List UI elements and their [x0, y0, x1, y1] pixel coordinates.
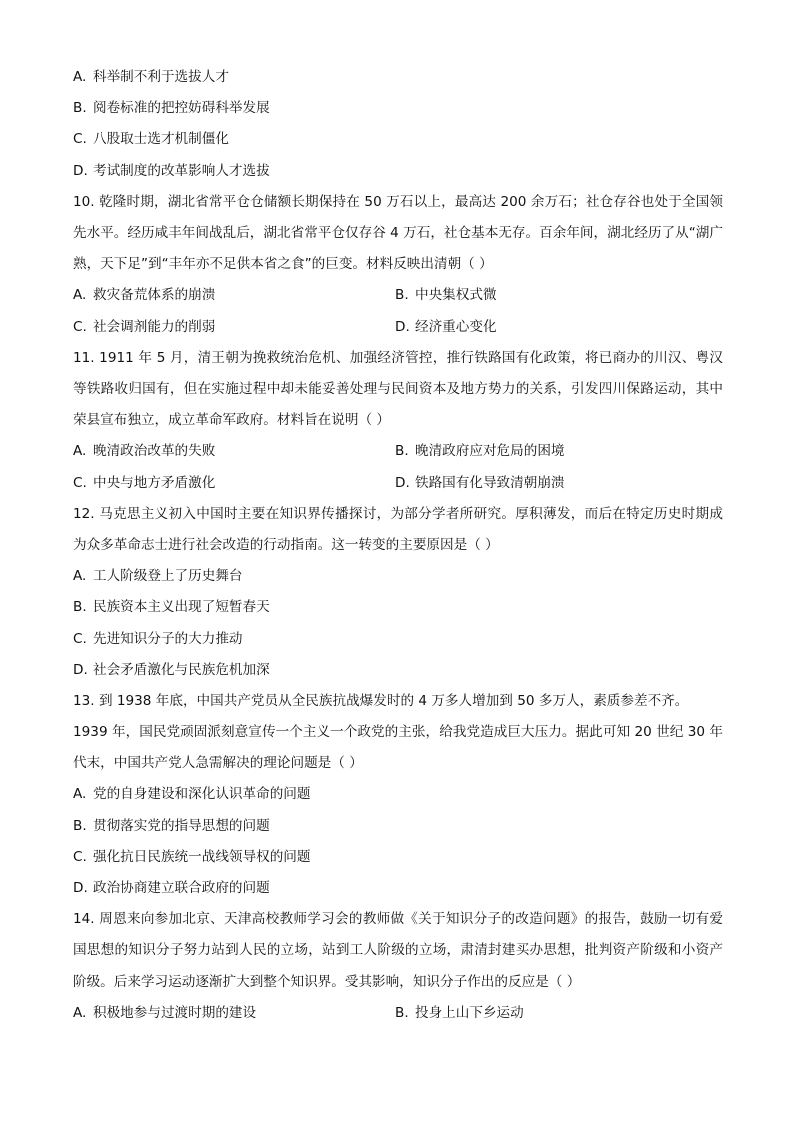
- option-c[interactable]: [73, 624, 723, 655]
- option-text: 贯彻落实党的指导思想的问题: [93, 817, 270, 834]
- option-letter: D.: [395, 474, 410, 491]
- option-text: 中央与地方矛盾激化: [93, 474, 216, 491]
- question-9-options: [73, 62, 723, 187]
- option-text: 先进知识分子的大力推动: [93, 630, 243, 647]
- option-b[interactable]: [395, 436, 717, 467]
- option-letter: B.: [73, 599, 87, 616]
- option-letter: D.: [73, 880, 88, 897]
- option-text: 科举制不利于选拔人才: [93, 69, 229, 85]
- question-stem: 14. 周恩来向参加北京、天津高校教师学习会的教师做《关于知识分子的改造问题》的报告，鼓励一切有爱国思想的知识分子努力站到人民的立场，站到工人阶级的立场，肃清封建买办思想，批判资产阶级和小资产阶级。后来学习运动逐渐扩大到整个知识界。受其影响，知识分子作出的反应是（ ）: [73, 911, 723, 990]
- question-stem-line-1: 13. 到 1938 年底，中国共产党员从全民族抗战爆发时的 4 万多人增加到 50 多万人，素质参差不齐。: [73, 692, 689, 709]
- option-d[interactable]: [73, 156, 723, 187]
- question-13: [73, 686, 723, 904]
- option-text: 民族资本主义出现了短暂春天: [93, 599, 270, 616]
- option-b[interactable]: [73, 93, 723, 124]
- option-text: 晚清政府应对危局的困境: [415, 443, 565, 460]
- option-letter: D.: [73, 661, 88, 678]
- option-text: 阅卷标准的把控妨碍科举发展: [93, 100, 270, 117]
- option-text: 强化抗日民族统一战线领导权的问题: [93, 848, 311, 865]
- option-a[interactable]: [73, 62, 723, 93]
- option-b[interactable]: [73, 811, 723, 842]
- option-d[interactable]: [395, 312, 717, 343]
- option-letter: D.: [395, 318, 410, 335]
- option-letter: C.: [73, 474, 87, 491]
- option-text: 工人阶级登上了历史舞台: [93, 568, 243, 585]
- option-b[interactable]: [395, 998, 717, 1029]
- question-10: [73, 187, 723, 343]
- option-d[interactable]: [395, 468, 717, 499]
- option-letter: C.: [73, 318, 87, 335]
- option-letter: A.: [73, 69, 87, 85]
- option-text: 社会矛盾激化与民族危机加深: [93, 661, 270, 678]
- question-11: [73, 343, 723, 499]
- option-c[interactable]: [73, 312, 395, 343]
- option-text: 八股取士选才机制僵化: [93, 131, 229, 148]
- option-letter: B.: [395, 287, 409, 304]
- option-letter: C.: [73, 848, 87, 865]
- option-letter: A.: [73, 568, 87, 585]
- option-letter: B.: [73, 100, 87, 117]
- question-stem: 11. 1911 年 5 月，清王朝为挽救统治危机、加强经济管控，推行铁路国有化政策，将已商办的川汉、粤汉等铁路收归国有，但在实施过程中却未能妥善处理与民间资本及地方势力的关系，引发四川保路运动，其中荣县宣布独立，成立革命军政府。材料旨在说明（ ）: [73, 349, 723, 429]
- option-a[interactable]: [73, 779, 723, 810]
- option-text: 政治协商建立联合政府的问题: [93, 880, 270, 897]
- option-letter: A.: [73, 786, 87, 803]
- option-text: 中央集权式微: [415, 287, 497, 304]
- option-text: 铁路国有化导致清朝崩溃: [415, 474, 565, 491]
- option-c[interactable]: [73, 468, 395, 499]
- exam-page: [73, 62, 723, 1029]
- option-text: 党的自身建设和深化认识革命的问题: [93, 786, 311, 803]
- option-text: 投身上山下乡运动: [415, 1004, 524, 1021]
- option-text: 社会调剂能力的削弱: [93, 318, 216, 335]
- option-text: 救灾备荒体系的崩溃: [93, 287, 216, 304]
- option-a[interactable]: [73, 436, 395, 467]
- question-14: [73, 904, 723, 1029]
- question-stem-rest: 1939 年，国民党顽固派刻意宣传一个主义一个政党的主张，给我党造成巨大压力。据此可知 20 世纪 30 年代末，中国共产党人急需解决的理论问题是（ ）: [73, 724, 723, 772]
- option-text: 考试制度的改革影响人才选拔: [93, 162, 270, 179]
- option-letter: A.: [73, 1004, 87, 1021]
- option-text: 晚清政治改革的失败: [93, 443, 216, 460]
- option-letter: A.: [73, 287, 87, 304]
- option-letter: B.: [73, 817, 87, 834]
- question-stem: 10. 乾隆时期，湖北省常平仓仓储额长期保持在 50 万石以上，最高达 200 余万石；社仓存谷也处于全国领先水平。经历咸丰年间战乱后，湖北省常平仓仅存谷 4 万石，社仓基本无存。百余年间，湖北经历了从“湖广熟，天下足”到“丰年亦不足供本省之食”的巨变。材料反映出清朝（ ）: [73, 193, 723, 273]
- option-a[interactable]: [73, 561, 723, 592]
- option-letter: B.: [395, 1004, 409, 1021]
- option-a[interactable]: [73, 998, 395, 1029]
- option-d[interactable]: [73, 655, 723, 686]
- option-letter: A.: [73, 443, 87, 460]
- option-c[interactable]: [73, 124, 723, 155]
- option-b[interactable]: [395, 280, 717, 311]
- option-letter: B.: [395, 443, 409, 460]
- option-text: 经济重心变化: [415, 318, 497, 335]
- option-d[interactable]: [73, 873, 723, 904]
- option-a[interactable]: [73, 280, 395, 311]
- option-c[interactable]: [73, 842, 723, 873]
- option-text: 积极地参与过渡时期的建设: [93, 1004, 257, 1021]
- question-12: [73, 499, 723, 686]
- question-stem: 12. 马克思主义初入中国时主要在知识界传播探讨，为部分学者所研究。厚积薄发，而后在特定历史时期成为众多革命志士进行社会改造的行动指南。这一转变的主要原因是（ ）: [73, 505, 723, 553]
- option-letter: C.: [73, 131, 87, 148]
- option-b[interactable]: [73, 592, 723, 623]
- option-letter: C.: [73, 630, 87, 647]
- option-letter: D.: [73, 162, 88, 179]
